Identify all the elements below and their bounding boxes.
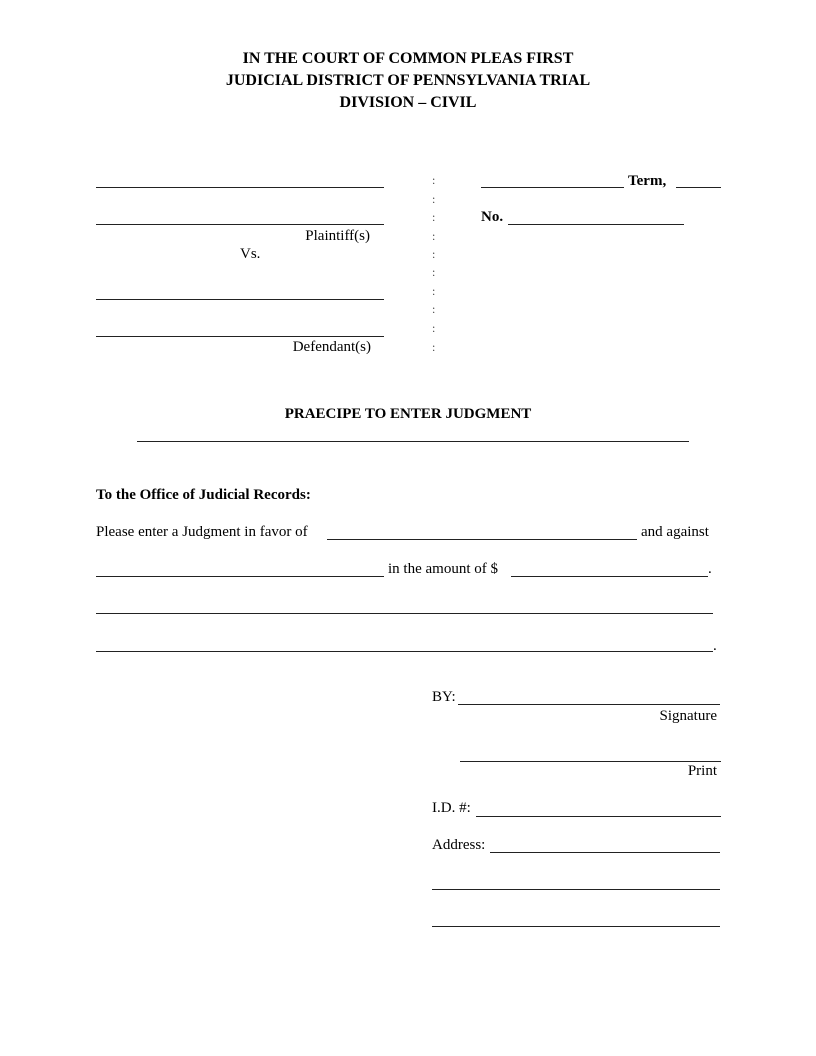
title-rule — [137, 441, 689, 442]
defendant-line-2[interactable] — [96, 336, 384, 337]
caption-divider-colon: : — [432, 229, 436, 243]
id-line[interactable] — [476, 816, 721, 817]
caption-divider-colon: : — [432, 265, 436, 279]
period: . — [713, 638, 717, 654]
against-line[interactable] — [96, 576, 384, 577]
plaintiff-line-1[interactable] — [96, 187, 384, 188]
salutation: To the Office of Judicial Records: — [96, 487, 311, 503]
address-line-3[interactable] — [432, 926, 720, 927]
amount-line[interactable] — [511, 576, 708, 577]
caption-divider-colon: : — [432, 173, 436, 187]
signature-label: Signature — [659, 708, 717, 724]
court-heading-line-3: DIVISION – CIVIL — [339, 94, 477, 111]
plaintiff-line-2[interactable] — [96, 224, 384, 225]
address-line-1[interactable] — [490, 852, 720, 853]
and-against-text: and against — [641, 524, 709, 540]
term-line[interactable] — [481, 187, 624, 188]
extra-line-1[interactable] — [96, 613, 713, 614]
judgment-favor-text: Please enter a Judgment in favor of — [96, 524, 308, 540]
no-label: No. — [481, 209, 504, 225]
signature-line[interactable] — [458, 704, 720, 705]
id-label: I.D. #: — [432, 800, 471, 816]
caption-divider-colon: : — [432, 340, 436, 354]
caption-divider-colon: : — [432, 284, 436, 298]
amount-text: in the amount of $ — [388, 561, 498, 577]
address-line-2[interactable] — [432, 889, 720, 890]
by-label: BY: — [432, 689, 456, 705]
court-heading-line-1: IN THE COURT OF COMMON PLEAS FIRST — [242, 50, 574, 67]
favor-of-line[interactable] — [327, 539, 637, 540]
case-number-line[interactable] — [508, 224, 684, 225]
caption-divider-colon: : — [432, 247, 436, 261]
address-label: Address: — [432, 837, 486, 853]
vs-label: Vs. — [240, 246, 261, 262]
plaintiff-label: Plaintiff(s) — [305, 228, 370, 244]
document-title: PRAECIPE TO ENTER JUDGMENT — [284, 406, 532, 422]
print-label: Print — [687, 763, 717, 779]
term-year-line[interactable] — [676, 187, 721, 188]
extra-line-2[interactable] — [96, 651, 713, 652]
defendant-line-1[interactable] — [96, 299, 384, 300]
defendant-label: Defendant(s) — [292, 339, 371, 355]
court-heading-line-2: JUDICIAL DISTRICT OF PENNSYLVANIA TRIAL — [225, 72, 591, 89]
term-label: Term, — [628, 173, 667, 189]
caption-divider-colon: : — [432, 321, 436, 335]
period: . — [708, 561, 712, 577]
caption-divider-colon: : — [432, 192, 436, 206]
caption-divider-colon: : — [432, 210, 436, 224]
caption-divider-colon: : — [432, 302, 436, 316]
